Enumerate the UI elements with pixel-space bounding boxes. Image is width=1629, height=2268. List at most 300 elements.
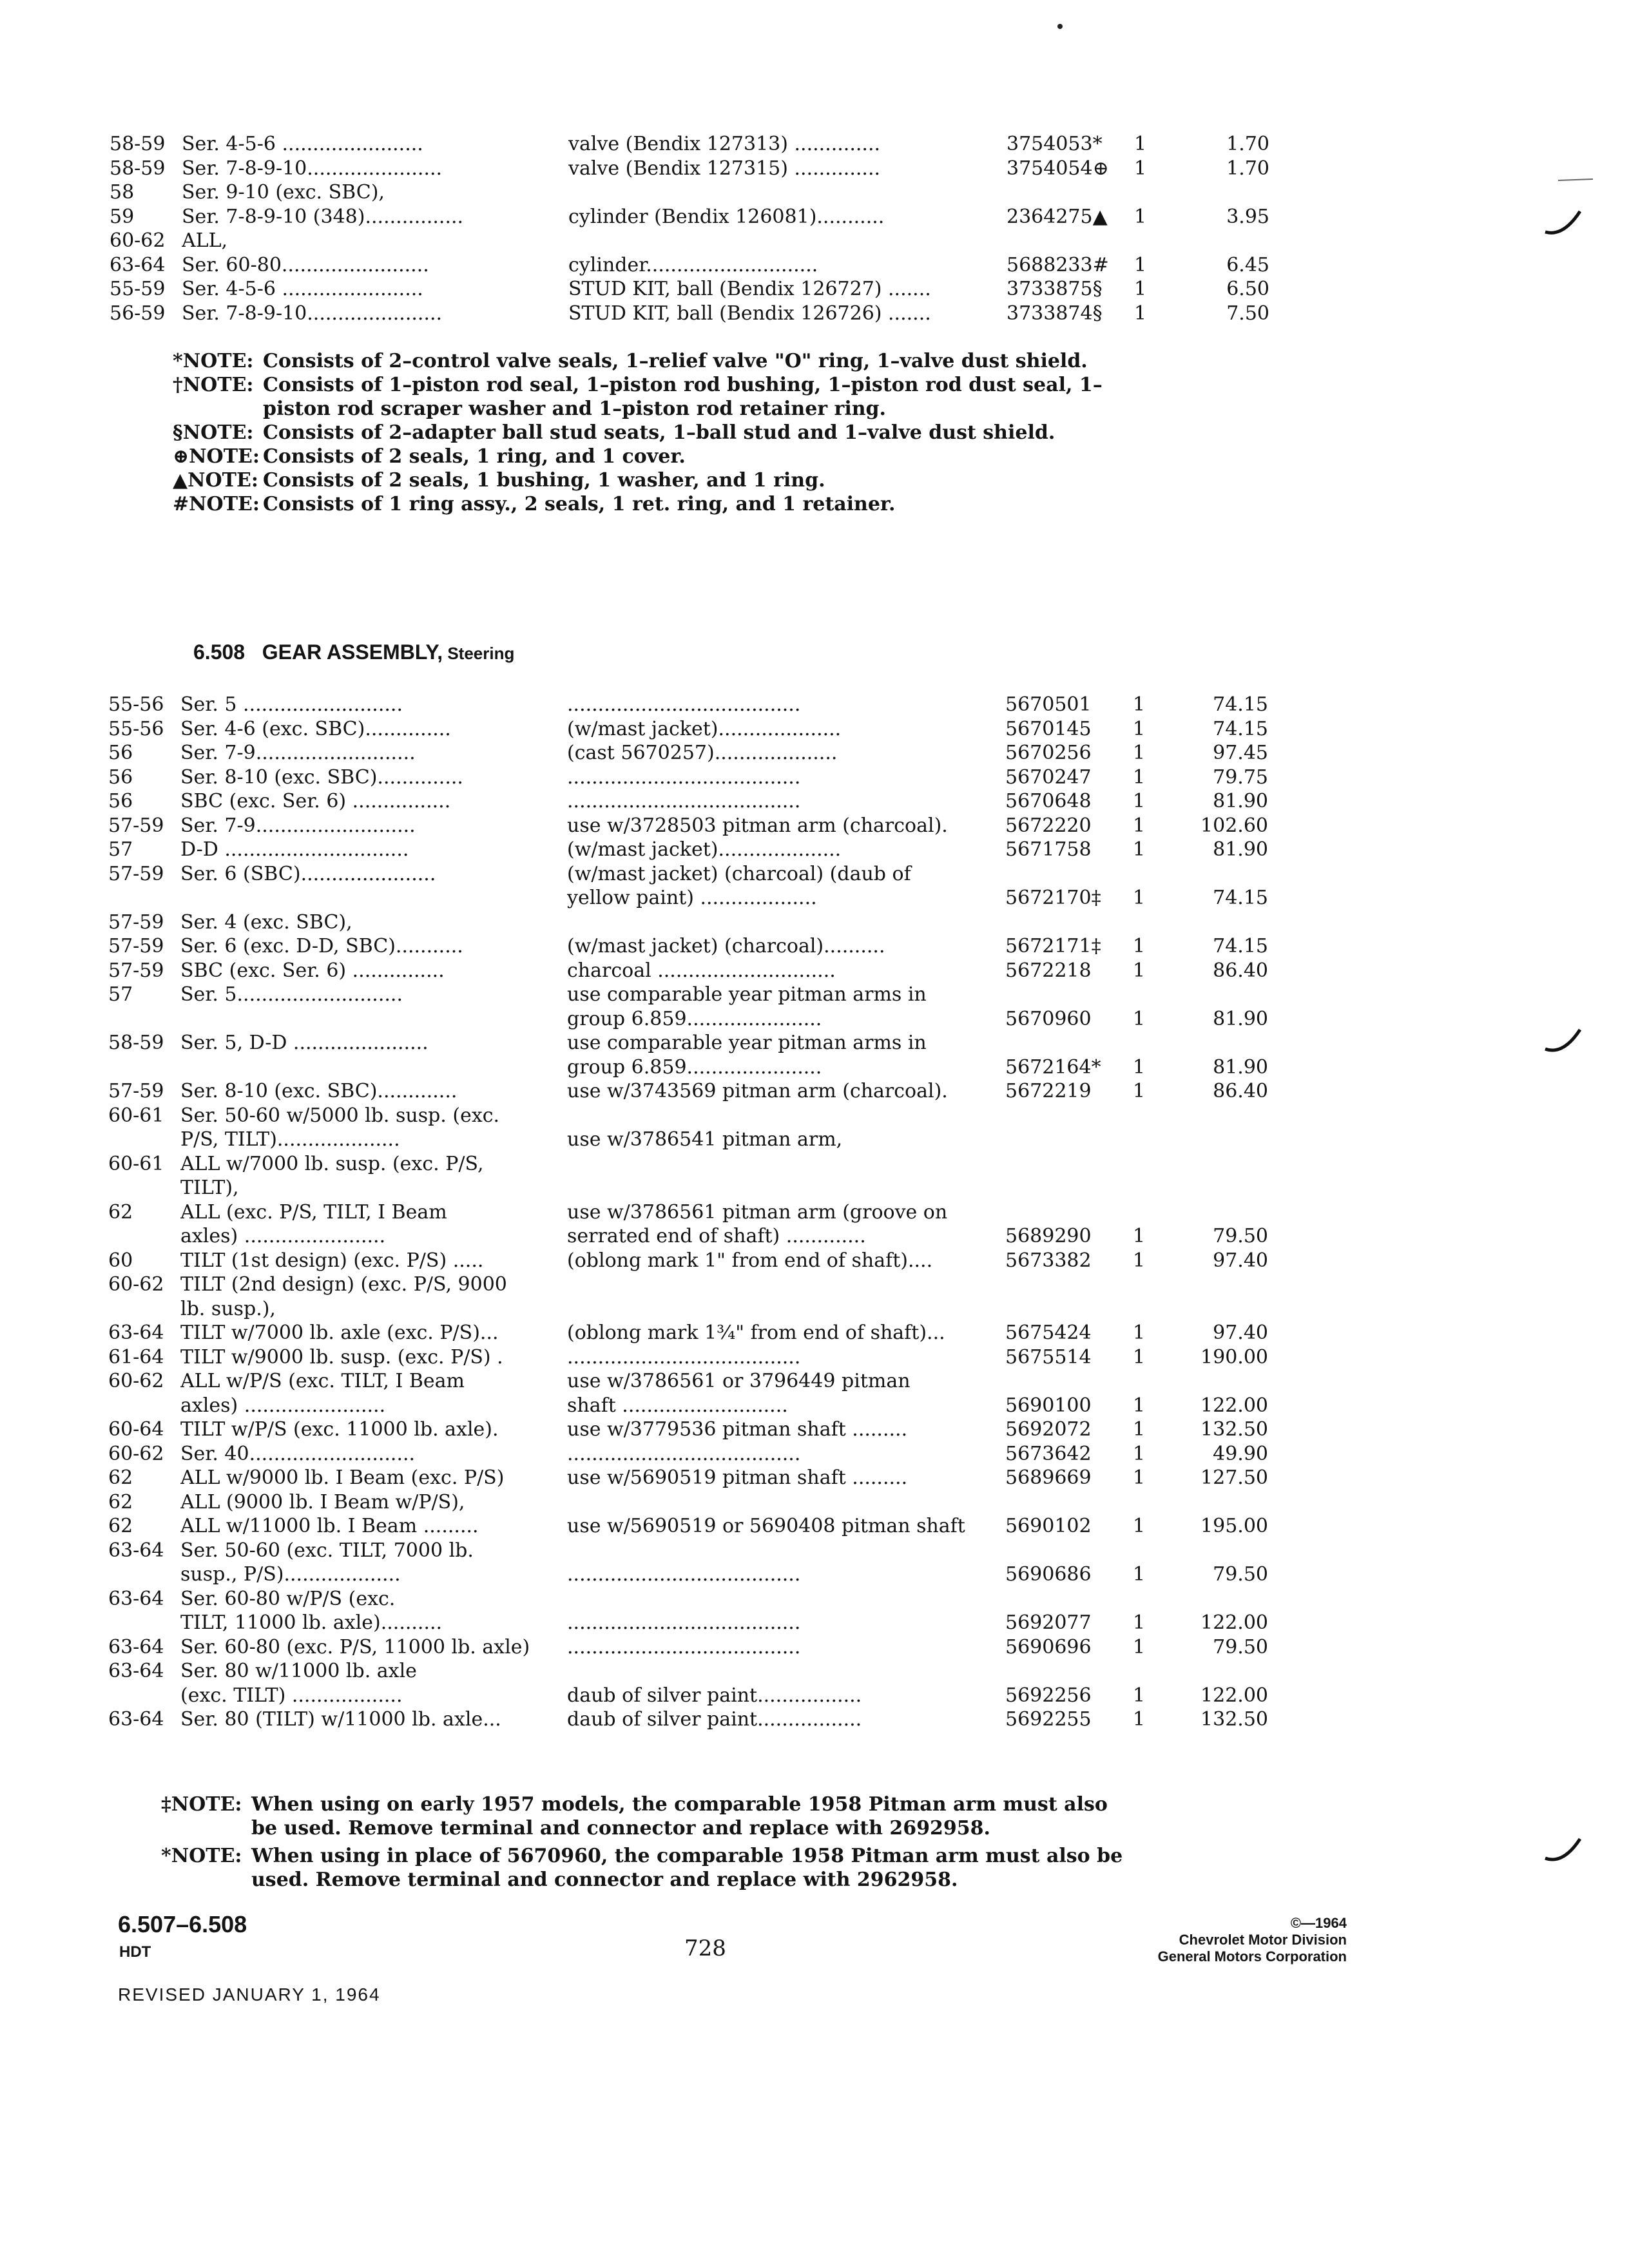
table-row xyxy=(108,1176,1268,1200)
table-row xyxy=(110,325,1269,350)
year-cell: 58-59 xyxy=(110,133,166,155)
table-row xyxy=(108,1249,1268,1273)
remarks-cell: ...................................... xyxy=(567,1345,801,1369)
year-cell: 58-59 xyxy=(108,1032,164,1054)
price-cell: 74.15 xyxy=(1213,887,1268,909)
series-cell: Ser. 4 (exc. SBC), xyxy=(180,910,352,934)
remarks-cell: (w/mast jacket) (charcoal) (daub of xyxy=(567,862,911,885)
series-cell: D-D .............................. xyxy=(180,838,409,861)
note-label: #NOTE: xyxy=(173,493,260,515)
year-cell: 57-59 xyxy=(108,862,164,885)
table-row xyxy=(108,1321,1268,1345)
table-row xyxy=(110,157,1269,181)
year-cell: 62 xyxy=(108,1200,133,1224)
quantity-cell: 1 xyxy=(1133,1394,1146,1417)
price-cell: 79.50 xyxy=(1213,1635,1268,1658)
year-cell: 63-64 xyxy=(108,1587,164,1610)
table-row xyxy=(108,1539,1268,1563)
table-row xyxy=(110,229,1269,253)
price-cell: 74.15 xyxy=(1213,693,1268,716)
price-cell: 49.90 xyxy=(1213,1442,1268,1465)
quantity-cell: 1 xyxy=(1133,1635,1146,1658)
parts-table-6-508 xyxy=(108,693,1268,1732)
year-cell: 58 xyxy=(110,181,135,204)
note-label: †NOTE: xyxy=(173,374,254,396)
remarks-cell: (cast 5670257).................... xyxy=(567,742,838,764)
table-row xyxy=(108,1466,1268,1490)
year-cell: 60-61 xyxy=(108,1104,164,1127)
table-row xyxy=(108,1055,1268,1080)
remarks-cell: group 6.859...................... xyxy=(567,1055,822,1079)
note-label: ▲NOTE: xyxy=(173,469,258,492)
quantity-cell: 1 xyxy=(1133,742,1146,764)
series-cell: lb. susp.), xyxy=(180,1297,276,1320)
remarks-cell: ...................................... xyxy=(567,693,801,716)
table-row xyxy=(108,983,1268,1007)
quantity-cell: 1 xyxy=(1133,1418,1146,1441)
table-row xyxy=(110,180,1269,205)
year-cell: 63-64 xyxy=(108,1539,164,1562)
series-cell: Ser. 50-60 (exc. TILT, 7000 lb. xyxy=(180,1539,474,1562)
part-number-cell: 5690100 xyxy=(1005,1394,1092,1417)
series-cell: ALL (exc. P/S, TILT, I Beam xyxy=(180,1200,447,1224)
series-cell: TILT w/7000 lb. axle (exc. P/S)... xyxy=(180,1321,499,1344)
quantity-cell: 1 xyxy=(1133,693,1146,716)
note-text: Consists of 1–piston rod seal, 1–piston rod bushing, 1–piston rod dust seal, 1–piston rod scraper washer and 1–piston rod retainer ring. xyxy=(263,374,1103,420)
table-row xyxy=(108,1273,1268,1297)
year-cell: 60 xyxy=(108,1249,133,1272)
remarks-cell: daub of silver paint................. xyxy=(567,1708,862,1731)
copyright-division: Chevrolet Motor Division xyxy=(1179,1932,1347,1948)
revised-date: REVISED JANUARY 1, 1964 xyxy=(118,1984,381,2004)
remarks-cell: STUD KIT, ball (Bendix 126726) ....... xyxy=(568,302,931,325)
remarks-cell: (w/mast jacket).................... xyxy=(567,838,842,861)
remarks-cell: serrated end of shaft) ............. xyxy=(567,1225,866,1247)
part-number-cell: 5692077 xyxy=(1005,1611,1092,1634)
remarks-cell: use w/3728503 pitman arm (charcoal). xyxy=(567,814,948,837)
quantity-cell: 1 xyxy=(1133,1684,1146,1707)
table-row xyxy=(108,1684,1268,1708)
quantity-cell: 1 xyxy=(1134,278,1147,300)
note xyxy=(173,492,1139,516)
section-title: GEAR ASSEMBLY, xyxy=(262,640,443,664)
year-cell: 56-59 xyxy=(110,302,166,325)
year-cell: 56 xyxy=(108,742,133,764)
table-row xyxy=(110,205,1269,229)
price-cell: 1.70 xyxy=(1226,133,1269,155)
quantity-cell: 1 xyxy=(1133,1563,1146,1586)
series-cell: Ser. 80 (TILT) w/11000 lb. axle... xyxy=(180,1708,501,1731)
price-cell: 81.90 xyxy=(1213,838,1268,861)
quantity-cell: 1 xyxy=(1133,1225,1146,1247)
note-text: Consists of 2 seals, 1 bushing, 1 washer, and 1 ring. xyxy=(263,469,825,492)
series-cell: TILT (1st design) (exc. P/S) ..... xyxy=(180,1249,484,1272)
series-cell: Ser. 6 (SBC)...................... xyxy=(180,862,436,885)
series-cell: Ser. 7-8-9-10...................... xyxy=(182,302,443,325)
remarks-cell: use comparable year pitman arms in xyxy=(567,1032,927,1054)
price-cell: 3.95 xyxy=(1226,205,1269,228)
note-label: §NOTE: xyxy=(173,421,254,444)
part-number-cell: 5688233# xyxy=(1007,253,1109,276)
quantity-cell: 1 xyxy=(1134,157,1147,180)
price-cell: 97.40 xyxy=(1213,1321,1268,1344)
notes-6-507 xyxy=(173,349,1139,516)
part-number-cell: 5670960 xyxy=(1005,1007,1092,1030)
year-cell: 57-59 xyxy=(108,1080,164,1102)
year-cell: 55-56 xyxy=(108,693,164,716)
quantity-cell: 1 xyxy=(1133,1515,1146,1537)
table-row xyxy=(108,1224,1268,1249)
price-cell: 1.70 xyxy=(1226,157,1269,180)
year-cell: 57-59 xyxy=(108,935,164,957)
price-cell: 6.50 xyxy=(1226,278,1269,300)
part-number-cell: 5672219 xyxy=(1005,1080,1092,1102)
note-text: When using on early 1957 models, the comparable 1958 Pitman arm must also be used. Remove terminal and connector and replace with 2692958. xyxy=(251,1793,1108,1840)
remarks-cell: ...................................... xyxy=(567,1611,801,1634)
part-number-cell: 5672220 xyxy=(1005,814,1092,837)
year-cell: 62 xyxy=(108,1490,133,1514)
part-number-cell: 5689290 xyxy=(1005,1225,1092,1247)
remarks-cell: use w/3786561 or 3796449 pitman xyxy=(567,1370,911,1392)
price-cell: 190.00 xyxy=(1200,1345,1268,1369)
note xyxy=(161,1792,1128,1840)
remarks-cell: group 6.859...................... xyxy=(567,1007,822,1030)
part-number-cell: 5670501 xyxy=(1005,693,1092,716)
year-cell: 56 xyxy=(108,765,133,789)
price-cell: 102.60 xyxy=(1200,814,1268,837)
year-cell: 55-59 xyxy=(110,278,166,300)
note-text: Consists of 2 seals, 1 ring, and 1 cover. xyxy=(263,445,686,468)
remarks-cell: yellow paint) ................... xyxy=(567,887,817,909)
quantity-cell: 1 xyxy=(1133,838,1146,861)
table-row xyxy=(108,1297,1268,1321)
part-number-cell: 5672170‡ xyxy=(1005,887,1101,909)
year-cell: 60-64 xyxy=(108,1418,164,1441)
year-cell: 56 xyxy=(108,790,133,812)
year-cell: 63-64 xyxy=(108,1708,164,1731)
table-row xyxy=(108,741,1268,765)
year-cell: 60-62 xyxy=(110,229,166,252)
series-cell: (exc. TILT) .................. xyxy=(180,1684,403,1707)
table-row xyxy=(108,765,1268,790)
table-row xyxy=(110,253,1269,278)
section-heading xyxy=(193,640,514,664)
table-row xyxy=(108,1369,1268,1394)
year-cell: 63-64 xyxy=(110,253,166,276)
series-cell: Ser. 80 w/11000 lb. axle xyxy=(180,1660,417,1682)
note-text: Consists of 2–control valve seals, 1–relief valve "O" ring, 1–valve dust shield. xyxy=(263,350,1088,372)
price-cell: 195.00 xyxy=(1200,1515,1268,1537)
copyright-corporation: General Motors Corporation xyxy=(1157,1948,1347,1965)
series-cell: ALL w/7000 lb. susp. (exc. P/S, xyxy=(180,1152,484,1175)
note xyxy=(173,445,1139,468)
quantity-cell: 1 xyxy=(1133,1321,1146,1344)
part-number-cell: 3754053* xyxy=(1007,133,1103,155)
table-row xyxy=(108,1659,1268,1684)
table-row xyxy=(108,1587,1268,1611)
remarks-cell: ...................................... xyxy=(567,1635,801,1658)
remarks-cell: charcoal ............................. xyxy=(567,959,836,982)
part-number-cell: 5670648 xyxy=(1005,790,1092,812)
year-cell: 61-64 xyxy=(108,1345,164,1369)
year-cell: 63-64 xyxy=(108,1660,164,1682)
table-row xyxy=(108,1007,1268,1032)
part-number-cell: 5673642 xyxy=(1005,1442,1092,1465)
series-cell: TILT), xyxy=(180,1177,239,1199)
remarks-cell: use w/5690519 pitman shaft ......... xyxy=(567,1466,908,1489)
series-cell: Ser. 60-80 w/P/S (exc. xyxy=(180,1587,396,1610)
remarks-cell: use w/5690519 or 5690408 pitman shaft xyxy=(567,1515,965,1537)
table-row xyxy=(108,1079,1268,1104)
series-cell: ALL (9000 lb. I Beam w/P/S), xyxy=(180,1490,465,1514)
note xyxy=(173,349,1139,373)
table-row xyxy=(110,277,1269,302)
quantity-cell: 1 xyxy=(1133,717,1146,740)
year-cell: 60-62 xyxy=(108,1442,164,1465)
series-cell: ALL w/9000 lb. I Beam (exc. P/S) xyxy=(180,1466,505,1489)
table-row xyxy=(108,1611,1268,1635)
remarks-cell: use w/3779536 pitman shaft ......... xyxy=(567,1418,908,1441)
year-cell: 60-62 xyxy=(108,1370,164,1392)
price-cell: 122.00 xyxy=(1200,1684,1268,1707)
quantity-cell: 1 xyxy=(1133,935,1146,957)
part-number-cell: 5690102 xyxy=(1005,1515,1092,1537)
remarks-cell: valve (Bendix 127313) .............. xyxy=(568,133,881,155)
year-cell: 57 xyxy=(108,983,133,1006)
note xyxy=(173,468,1139,492)
year-cell: 59 xyxy=(110,205,135,228)
copyright-year: ©—1964 xyxy=(1290,1915,1347,1931)
price-cell: 6.45 xyxy=(1226,253,1269,276)
series-cell: P/S, TILT).................... xyxy=(180,1128,400,1151)
quantity-cell: 1 xyxy=(1134,133,1147,155)
part-number-cell: 5670256 xyxy=(1005,742,1092,764)
table-row xyxy=(108,1562,1268,1587)
series-cell: Ser. 5, D-D ...................... xyxy=(180,1032,429,1054)
part-number-cell: 5675424 xyxy=(1005,1321,1092,1344)
footer-hdt: HDT xyxy=(119,1943,151,1961)
series-cell: ALL w/P/S (exc. TILT, I Beam xyxy=(180,1370,465,1392)
series-cell: axles) ....................... xyxy=(180,1225,386,1247)
price-cell: 97.40 xyxy=(1213,1249,1268,1272)
table-row xyxy=(108,1514,1268,1539)
table-row xyxy=(108,862,1268,887)
table-row xyxy=(108,693,1268,717)
year-cell: 55-56 xyxy=(108,717,164,740)
part-number-cell: 5692256 xyxy=(1005,1684,1092,1707)
scan-mark-hook xyxy=(1544,1026,1583,1058)
section-number: 6.508 xyxy=(193,640,246,664)
parts-table-6-507 xyxy=(110,132,1269,350)
part-number-cell: 5690696 xyxy=(1005,1635,1092,1658)
series-cell: susp., P/S)................... xyxy=(180,1563,401,1586)
price-cell: 7.50 xyxy=(1226,302,1269,325)
quantity-cell: 1 xyxy=(1133,1080,1146,1102)
remarks-cell: cylinder (Bendix 126081)........... xyxy=(568,205,885,228)
price-cell: 81.90 xyxy=(1213,1055,1268,1079)
remarks-cell: daub of silver paint................. xyxy=(567,1684,862,1707)
year-cell: 60-62 xyxy=(108,1273,164,1296)
part-number-cell: 3754054⊕ xyxy=(1007,157,1109,180)
quantity-cell: 1 xyxy=(1133,765,1146,789)
remarks-cell: use comparable year pitman arms in xyxy=(567,983,927,1006)
table-row xyxy=(108,1442,1268,1466)
table-row xyxy=(108,1490,1268,1515)
table-row xyxy=(108,1128,1268,1152)
table-row xyxy=(108,886,1268,910)
quantity-cell: 1 xyxy=(1133,814,1146,837)
remarks-cell: (oblong mark 1¾" from end of shaft)... xyxy=(567,1321,945,1344)
part-number-cell: 5671758 xyxy=(1005,838,1092,861)
part-number-cell: 5690686 xyxy=(1005,1563,1092,1586)
part-number-cell: 3733875§ xyxy=(1007,278,1103,300)
year-cell: 57-59 xyxy=(108,910,164,934)
series-cell: TILT w/P/S (exc. 11000 lb. axle). xyxy=(180,1418,499,1441)
part-number-cell: 5670247 xyxy=(1005,765,1092,789)
year-cell: 60-61 xyxy=(108,1152,164,1175)
series-cell: Ser. 7-9.......................... xyxy=(180,814,416,837)
table-row xyxy=(108,934,1268,959)
remarks-cell: ...................................... xyxy=(567,1442,801,1465)
quantity-cell: 1 xyxy=(1133,1055,1146,1079)
table-row xyxy=(108,1418,1268,1442)
note-text: Consists of 1 ring assy., 2 seals, 1 ret. ring, and 1 retainer. xyxy=(263,493,896,515)
note-label: ⊕NOTE: xyxy=(173,445,260,468)
price-cell: 86.40 xyxy=(1213,959,1268,982)
price-cell: 79.50 xyxy=(1213,1225,1268,1247)
table-row xyxy=(108,1104,1268,1128)
series-cell: axles) ....................... xyxy=(180,1394,386,1417)
remarks-cell: use w/3786541 pitman arm, xyxy=(567,1128,843,1151)
scan-mark-dot xyxy=(1057,23,1063,30)
series-cell: SBC (exc. Ser. 6) ................ xyxy=(180,790,451,812)
series-cell: Ser. 8-10 (exc. SBC).............. xyxy=(180,765,463,789)
price-cell: 81.90 xyxy=(1213,790,1268,812)
table-row xyxy=(108,838,1268,862)
remarks-cell: STUD KIT, ball (Bendix 126727) ....... xyxy=(568,278,931,300)
table-row xyxy=(108,1200,1268,1225)
copyright-block xyxy=(1158,1915,1347,1965)
year-cell: 62 xyxy=(108,1466,133,1489)
series-cell: TILT (2nd design) (exc. P/S, 9000 xyxy=(180,1273,507,1296)
series-cell: SBC (exc. Ser. 6) ............... xyxy=(180,959,445,982)
remarks-cell: valve (Bendix 127315) .............. xyxy=(568,157,881,180)
quantity-cell: 1 xyxy=(1133,1611,1146,1634)
table-row xyxy=(108,1635,1268,1660)
series-cell: Ser. 50-60 w/5000 lb. susp. (exc. xyxy=(180,1104,500,1127)
footer-section-range: 6.507–6.508 xyxy=(118,1911,247,1937)
price-cell: 132.50 xyxy=(1200,1708,1268,1731)
table-row xyxy=(108,1707,1268,1732)
year-cell: 57-59 xyxy=(108,959,164,982)
series-cell: TILT, 11000 lb. axle).......... xyxy=(180,1611,443,1634)
scan-mark-hook xyxy=(1544,206,1583,238)
remarks-cell: (w/mast jacket).................... xyxy=(567,717,842,740)
remarks-cell: use w/3786561 pitman arm (groove on xyxy=(567,1200,948,1224)
remarks-cell: ...................................... xyxy=(567,790,801,812)
remarks-cell: ...................................... xyxy=(567,1563,801,1586)
part-number-cell: 5672218 xyxy=(1005,959,1092,982)
quantity-cell: 1 xyxy=(1133,1007,1146,1030)
price-cell: 74.15 xyxy=(1213,717,1268,740)
table-row xyxy=(108,1152,1268,1177)
note xyxy=(173,373,1139,421)
price-cell: 86.40 xyxy=(1213,1080,1268,1102)
remarks-cell: (w/mast jacket) (charcoal).......... xyxy=(567,935,885,957)
price-cell: 74.15 xyxy=(1213,935,1268,957)
series-cell: Ser. 4-5-6 ....................... xyxy=(182,133,423,155)
remarks-cell: (oblong mark 1" from end of shaft).... xyxy=(567,1249,933,1272)
series-cell: ALL w/11000 lb. I Beam ......... xyxy=(180,1515,479,1537)
table-row xyxy=(108,910,1268,935)
note xyxy=(161,1844,1128,1892)
note-text: When using in place of 5670960, the comparable 1958 Pitman arm must also be used. Remove terminal and connector and replace with 2962958. xyxy=(251,1845,1123,1891)
quantity-cell: 1 xyxy=(1134,205,1147,228)
series-cell: Ser. 60-80........................ xyxy=(182,253,429,276)
series-cell: Ser. 40........................... xyxy=(180,1442,416,1465)
price-cell: 97.45 xyxy=(1213,742,1268,764)
remarks-cell: ...................................... xyxy=(567,765,801,789)
quantity-cell: 1 xyxy=(1133,1442,1146,1465)
part-number-cell: 5670145 xyxy=(1005,717,1092,740)
quantity-cell: 1 xyxy=(1133,790,1146,812)
series-cell: Ser. 5........................... xyxy=(180,983,403,1006)
quantity-cell: 1 xyxy=(1133,887,1146,909)
scan-mark-tick xyxy=(1557,177,1595,183)
notes-6-508 xyxy=(161,1792,1128,1892)
quantity-cell: 1 xyxy=(1134,253,1147,276)
scan-mark-hook xyxy=(1544,1835,1583,1867)
part-number-cell: 5692255 xyxy=(1005,1708,1092,1731)
series-cell: ALL, xyxy=(182,229,228,252)
note-label: ‡NOTE: xyxy=(161,1793,242,1816)
series-cell: Ser. 4-5-6 ....................... xyxy=(182,278,423,300)
note-label: *NOTE: xyxy=(161,1845,242,1867)
price-cell: 122.00 xyxy=(1200,1394,1268,1417)
part-number-cell: 5673382 xyxy=(1005,1249,1092,1272)
table-row xyxy=(110,132,1269,157)
series-cell: Ser. 7-8-9-10...................... xyxy=(182,157,443,180)
quantity-cell: 1 xyxy=(1133,1249,1146,1272)
year-cell: 57 xyxy=(108,838,133,861)
part-number-cell: 5692072 xyxy=(1005,1418,1092,1441)
price-cell: 122.00 xyxy=(1200,1611,1268,1634)
table-row xyxy=(108,1031,1268,1055)
series-cell: Ser. 60-80 (exc. P/S, 11000 lb. axle) xyxy=(180,1635,530,1658)
part-number-cell: 5672164* xyxy=(1005,1055,1101,1079)
price-cell: 132.50 xyxy=(1200,1418,1268,1441)
year-cell: 57-59 xyxy=(108,814,164,837)
table-row xyxy=(108,789,1268,814)
table-row xyxy=(110,302,1269,326)
table-row xyxy=(108,717,1268,742)
table-row xyxy=(108,959,1268,983)
series-cell: Ser. 8-10 (exc. SBC)............. xyxy=(180,1080,458,1102)
series-cell: Ser. 7-8-9-10 (348)................ xyxy=(182,205,464,228)
quantity-cell: 1 xyxy=(1134,302,1147,325)
price-cell: 127.50 xyxy=(1200,1466,1268,1489)
table-row xyxy=(108,814,1268,838)
note-label: *NOTE: xyxy=(173,350,254,372)
series-cell: Ser. 6 (exc. D-D, SBC)........... xyxy=(180,935,463,957)
year-cell: 58-59 xyxy=(110,157,166,180)
part-number-cell: 2364275▲ xyxy=(1007,205,1108,228)
note-text: Consists of 2–adapter ball stud seats, 1–ball stud and 1–valve dust shield. xyxy=(263,421,1055,444)
table-row xyxy=(108,1394,1268,1418)
quantity-cell: 1 xyxy=(1133,1345,1146,1369)
price-cell: 81.90 xyxy=(1213,1007,1268,1030)
series-cell: Ser. 7-9.......................... xyxy=(180,742,416,764)
